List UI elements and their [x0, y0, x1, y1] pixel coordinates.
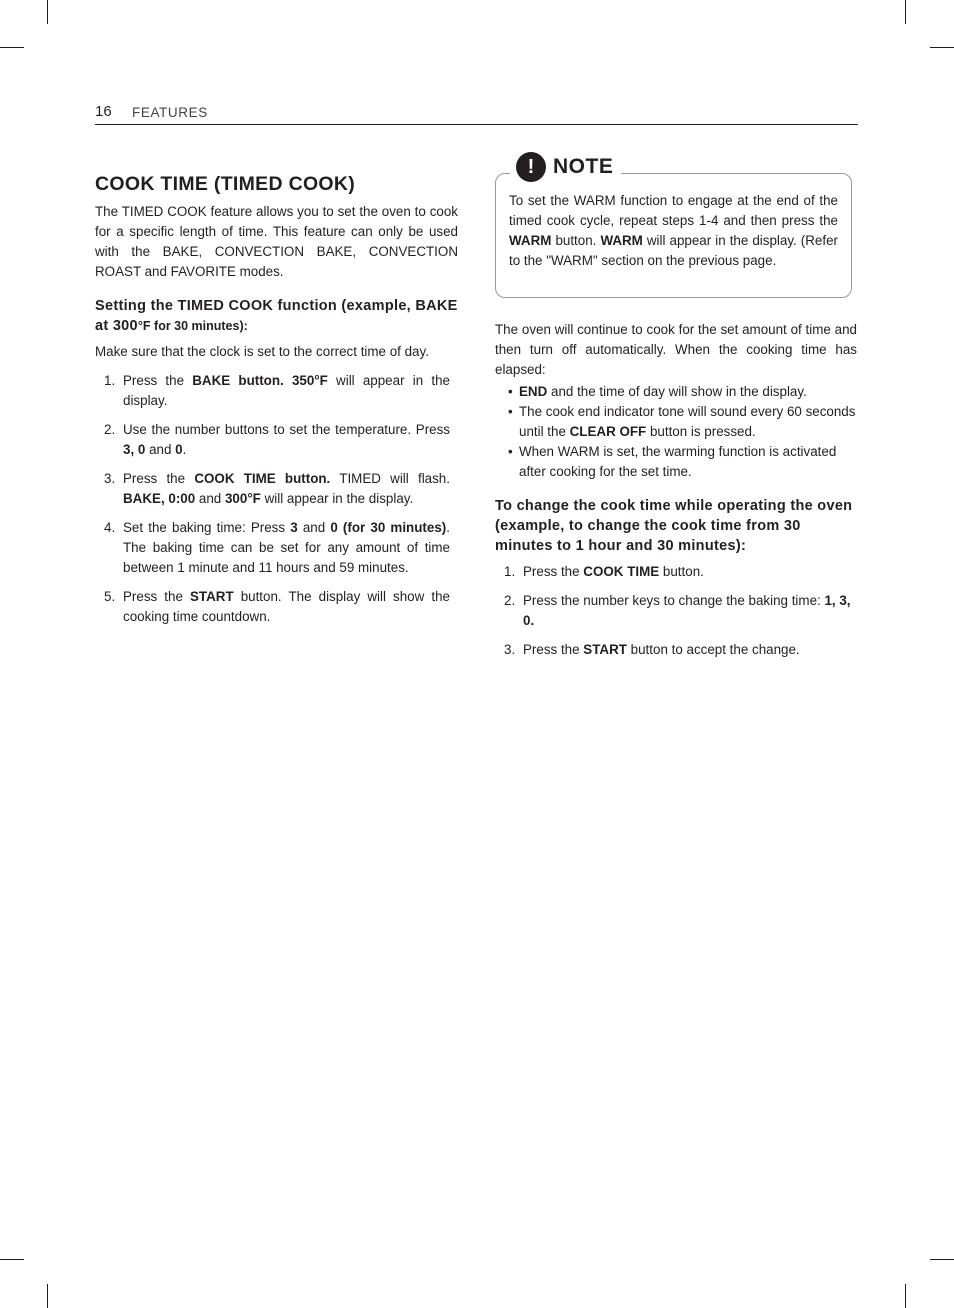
- subheading-main: Setting the TIMED COOK function (example, BAKE at 300: [95, 298, 458, 334]
- step-text: button to accept the change.: [626, 642, 800, 657]
- crop-mark: [47, 1284, 48, 1308]
- bullet-bold: CLEAR OFF: [569, 424, 647, 439]
- section-title: COOK TIME (TIMED COOK): [95, 173, 356, 195]
- step-bold: BAKE, 0:00: [123, 491, 196, 506]
- note-bold: WARM: [600, 233, 643, 248]
- step-text: Use the number buttons to set the temperature. Press: [123, 422, 450, 437]
- step-number: 3.: [104, 471, 116, 486]
- exclamation-icon: !: [516, 152, 546, 182]
- step-bold: 0: [175, 442, 183, 457]
- crop-mark: [0, 47, 24, 48]
- step-text: Set the baking time: Press: [123, 520, 291, 535]
- list-item: [495, 591, 857, 631]
- page-header: [95, 103, 858, 125]
- step-bold: COOK TIME: [583, 564, 660, 579]
- intro-paragraph: The TIMED COOK feature allows you to set the oven to cook for a specific length of time. This feature can only be used with the BAKE, CONVECTION BAKE, CONVECTION ROAST and FAVORITE modes.: [95, 204, 458, 279]
- note-text: [509, 191, 838, 271]
- step-text: button. The display will show the cooking time countdown.: [123, 589, 450, 624]
- step-text: and: [195, 491, 225, 506]
- step-number: 5.: [104, 589, 116, 604]
- step-text: TIMED will flash.: [330, 471, 450, 486]
- elapsed-intro: The oven will continue to cook for the set amount of time and then turn off automatically. When the cooking time has elapsed:: [495, 322, 857, 377]
- crop-mark: [0, 1259, 24, 1260]
- list-item: [495, 640, 857, 660]
- list-item: [495, 382, 857, 402]
- setting-subheading: [95, 296, 458, 336]
- step-bold: 3: [290, 520, 298, 535]
- page-number: 16: [95, 103, 112, 120]
- bullet-text: button is pressed.: [646, 424, 756, 439]
- step-bold: 0 (for 30 minutes): [330, 520, 447, 535]
- step-text: Press the: [123, 373, 193, 388]
- bullet-text: and the time of day will show in the display.: [547, 384, 807, 399]
- crop-mark: [930, 47, 954, 48]
- list-item: [95, 518, 458, 578]
- crop-mark: [930, 1259, 954, 1260]
- note-heading: [510, 150, 621, 184]
- list-item: [95, 420, 458, 460]
- step-text: will appear in the display.: [123, 373, 450, 408]
- bullet-bold: END: [519, 384, 548, 399]
- step-number: 4.: [104, 520, 116, 535]
- bullet-text: The cook end indicator tone will sound every 60 seconds until the: [519, 404, 856, 439]
- section-name: FEATURES: [132, 105, 208, 120]
- step-bold: 3, 0: [123, 442, 146, 457]
- step-text: Press the: [123, 589, 190, 604]
- step-text: and: [297, 520, 331, 535]
- note-bold: WARM: [509, 233, 552, 248]
- note-text-part: will appear in the display. (Refer to the "WARM" section on the previous page.: [509, 233, 838, 268]
- list-item: [495, 442, 857, 482]
- step-bold: 1, 3, 0.: [523, 593, 851, 628]
- subheading-small: °F for 30 minutes):: [137, 319, 248, 333]
- step-text: Press the: [523, 564, 584, 579]
- note-label: NOTE: [553, 155, 614, 178]
- crop-mark: [905, 0, 906, 24]
- step-number: 2.: [104, 422, 116, 437]
- step-text: Press the number keys to change the baking time:: [523, 593, 825, 608]
- step-number: 3.: [504, 642, 516, 657]
- list-item: [495, 562, 857, 582]
- list-item: [95, 469, 458, 509]
- list-item: [95, 371, 458, 411]
- setting-steps-list: [95, 371, 458, 627]
- step-text: and: [145, 442, 176, 457]
- step-number: 1.: [104, 373, 116, 388]
- step-number: 2.: [504, 593, 516, 608]
- step-text: . The baking time can be set for any amount of time between 1 minute and 11 hours and 59 minutes.: [123, 520, 450, 575]
- list-item: [95, 587, 458, 627]
- note-text-part: button.: [551, 233, 601, 248]
- step-bold: COOK TIME button.: [194, 471, 331, 486]
- change-steps-list: [495, 562, 857, 660]
- step-text: Press the: [123, 471, 195, 486]
- left-column: [95, 172, 458, 636]
- crop-mark: [47, 0, 48, 24]
- list-item: [495, 402, 857, 442]
- step-text: Press the: [523, 642, 584, 657]
- step-text: button.: [659, 564, 704, 579]
- right-column: [495, 320, 857, 669]
- step-number: 1.: [504, 564, 516, 579]
- step-bold: BAKE button. 350°F: [192, 373, 328, 388]
- crop-mark: [905, 1284, 906, 1308]
- step-bold: 300°F: [224, 491, 261, 506]
- bullet-text: When WARM is set, the warming function is activated after cooking for the set time.: [519, 444, 837, 479]
- note-text-part: To set the WARM function to engage at the end of the timed cook cycle, repeat steps 1-4 and then press the: [509, 193, 838, 228]
- step-text: .: [182, 442, 187, 457]
- elapsed-bullets: [495, 382, 857, 482]
- step-bold: START: [583, 642, 627, 657]
- change-subheading: To change the cook time while operating the oven (example, to change the cook time from 30 minutes to 1 hour and 30 minutes):: [495, 498, 853, 554]
- step-bold: START: [189, 589, 234, 604]
- clock-note: Make sure that the clock is set to the correct time of day.: [95, 344, 429, 359]
- step-text: will appear in the display.: [260, 491, 414, 506]
